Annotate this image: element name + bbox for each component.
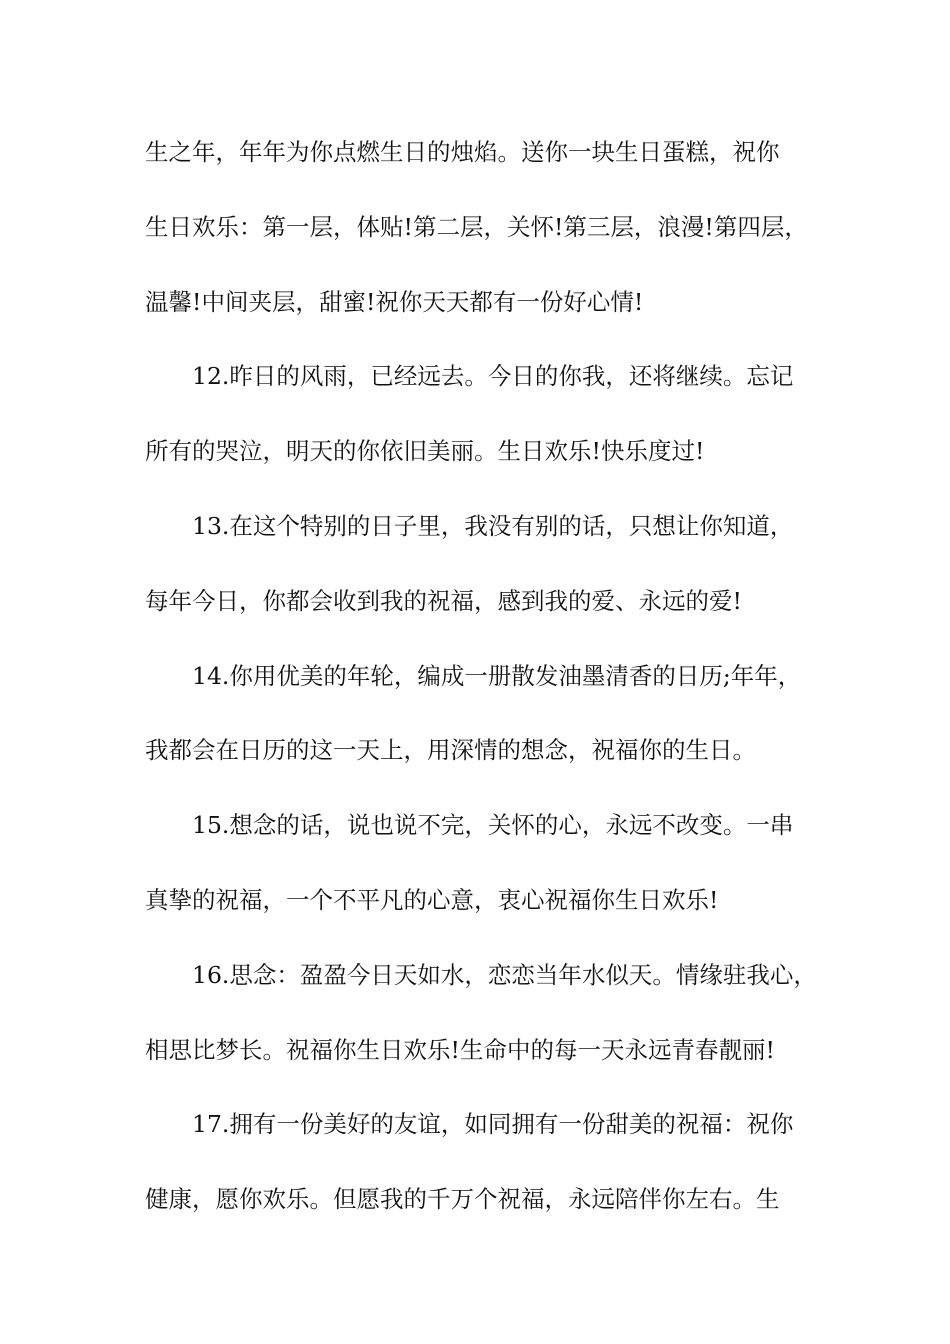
paragraph-17-start: 17.拥有一份美好的友谊，如同拥有一份甜美的祝福：祝你 [192, 1110, 794, 1139]
text-line: 每年今日，你都会收到我的祝福，感到我的爱、永远的爱! [145, 586, 742, 615]
document-body [145, 128, 825, 1250]
paragraph-12-start: 12.昨日的风雨，已经远去。今日的你我，还将继续。忘记 [192, 362, 794, 391]
text-line: 我都会在日历的这一天上，用深情的想念，祝福你的生日。 [145, 736, 756, 765]
text-line: 相思比梦长。祝福你生日欢乐!生命中的每一天永远青春靓丽! [145, 1035, 775, 1064]
text-line: 真挚的祝福，一个不平凡的心意，衷心祝福你生日欢乐! [145, 885, 719, 914]
paragraph-16-start: 16.思念：盈盈今日天如水，恋恋当年水似天。情缘驻我心， [192, 960, 817, 989]
paragraph-14-start: 14.你用优美的年轮，编成一册散发油墨清香的日历;年年， [192, 661, 802, 690]
text-line: 所有的哭泣，明天的你依旧美丽。生日欢乐!快乐度过! [145, 437, 705, 466]
paragraph-15-start: 15.想念的话，说也说不完，关怀的心，永远不改变。一串 [192, 811, 794, 840]
text-line: 生之年，年年为你点燃生日的烛焰。送你一块生日蛋糕，祝你 [145, 138, 780, 166]
text-line: 生日欢乐：第一层，体贴!第二层，关怀!第三层，浪漫!第四层， [145, 212, 808, 241]
text-line: 温馨!中间夹层，甜蜜!祝你天天都有一份好心情! [145, 287, 644, 316]
paragraph-13-start: 13.在这个特别的日子里，我没有别的话，只想让你知道， [192, 511, 794, 540]
text-line: 健康，愿你欢乐。但愿我的千万个祝福，永远陪伴你左右。生 [145, 1185, 780, 1214]
